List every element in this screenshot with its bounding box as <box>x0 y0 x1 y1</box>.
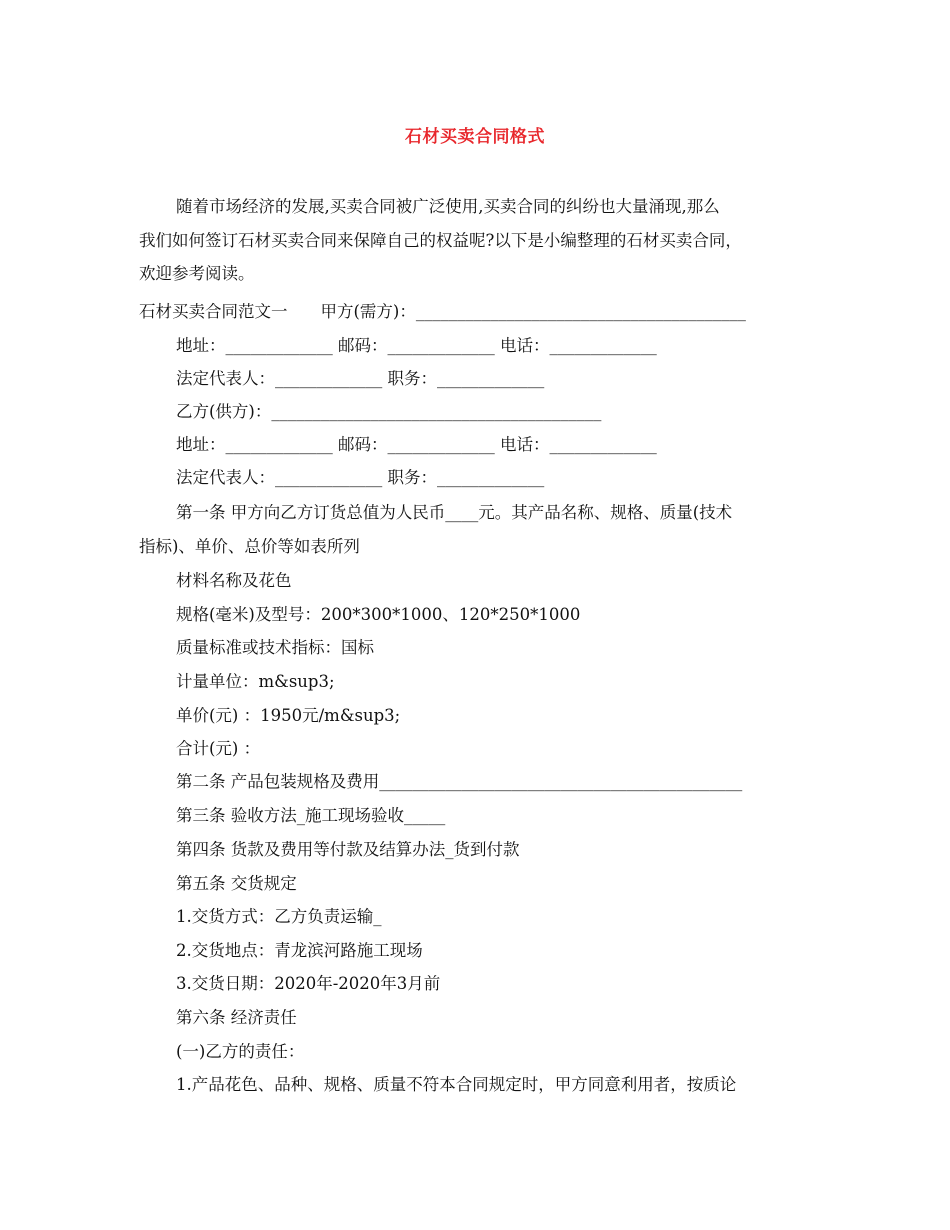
quality-line: 质量标准或技术指标：国标 <box>176 638 374 657</box>
total-line: 合计(元) ： <box>176 739 261 758</box>
party-b-duty-line: (一)乙方的责任： <box>176 1042 305 1061</box>
material-name-line: 材料名称及花色 <box>176 571 292 590</box>
spec-line: 规格(毫米)及型号：200*300*1000、120*250*1000 <box>176 605 581 624</box>
delivery-date-line: 3.交货日期：2020年-2020年3月前 <box>176 974 441 993</box>
article-1-line-1: 第一条 甲方向乙方订货总值为人民币____元。其产品名称、规格、质量(技术 <box>176 503 733 522</box>
duty-item-1-line: 1.产品花色、品种、规格、质量不符本合同规定时，甲方同意利用者，按质论 <box>176 1075 737 1094</box>
party-a-line: 石材买卖合同范文一 甲方(需方)：________________________________________ <box>139 302 746 321</box>
article-3-line: 第三条 验收方法_施工现场验收_____ <box>176 806 446 825</box>
article-5-line: 第五条 交货规定 <box>176 874 297 893</box>
article-2-line: 第二条 产品包装规格及费用____________________________________________ <box>176 772 743 791</box>
party-b-address-line: 地址：_____________ 邮码：_____________ 电话：_____________ <box>176 435 657 454</box>
party-b-rep-line: 法定代表人：_____________ 职务：_____________ <box>176 468 545 487</box>
article-4-line: 第四条 货款及费用等付款及结算办法_货到付款 <box>176 840 520 859</box>
article-1-line-2: 指标)、单价、总价等如表所列 <box>139 537 360 556</box>
intro-line-3: 欢迎参考阅读。 <box>139 264 255 283</box>
party-a-address-line: 地址：_____________ 邮码：_____________ 电话：_____________ <box>176 336 657 355</box>
article-6-line: 第六条 经济责任 <box>176 1008 297 1027</box>
unit-line: 计量单位：m&sup3; <box>176 672 335 691</box>
delivery-method-line: 1.交货方式：乙方负责运输_ <box>176 907 382 926</box>
party-a-rep-line: 法定代表人：_____________ 职务：_____________ <box>176 369 545 388</box>
intro-line-2: 我们如何签订石材买卖合同来保障自己的权益呢?以下是小编整理的石材买卖合同， <box>139 231 742 250</box>
intro-line-1: 随着市场经济的发展,买卖合同被广泛使用,买卖合同的纠纷也大量涌现,那么 <box>176 197 720 216</box>
party-b-line: 乙方(供方)：________________________________________ <box>176 402 602 421</box>
document-title: 石材买卖合同格式 <box>405 127 545 147</box>
price-line: 单价(元) ：1950元/m&sup3; <box>176 706 401 725</box>
delivery-place-line: 2.交货地点：青龙滨河路施工现场 <box>176 941 423 960</box>
